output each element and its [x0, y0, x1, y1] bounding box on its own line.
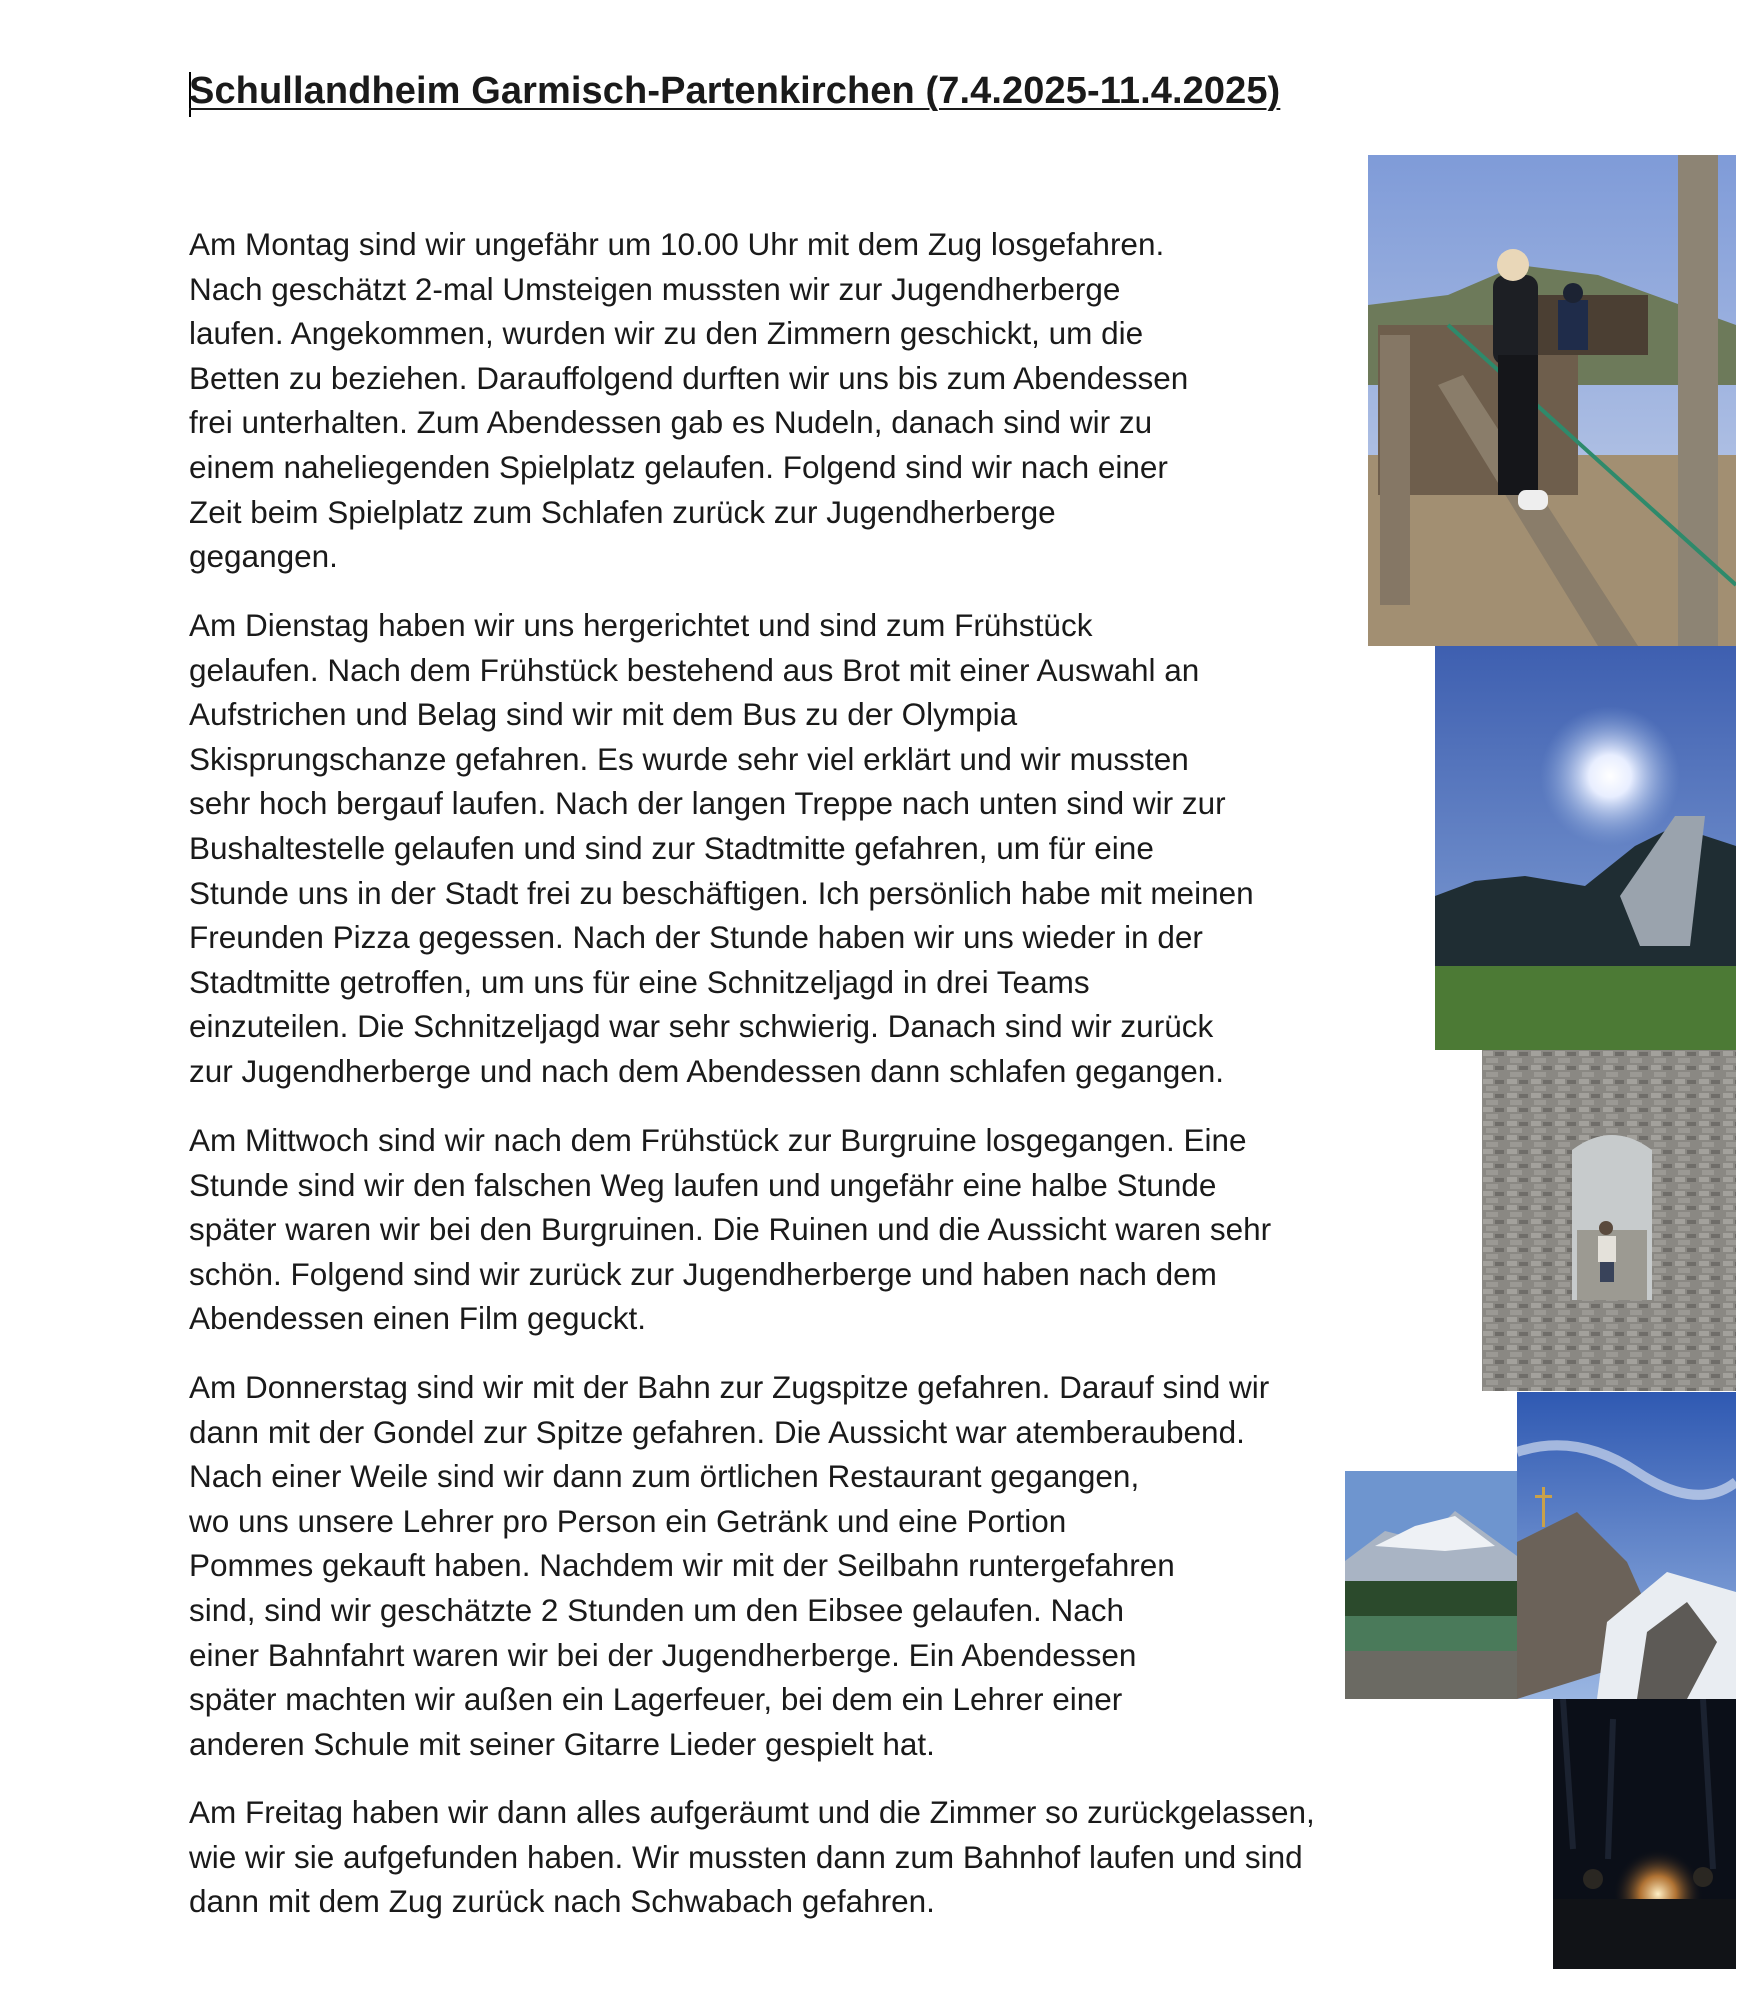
- paragraph-line: später waren wir bei den Burgruinen. Die Ruinen und die Aussicht waren sehr: [189, 1211, 1272, 1248]
- paragraph-mittwoch: [189, 1118, 1271, 1341]
- paragraph-line: wie wir sie aufgefunden haben. Wir mussten dann zum Bahnhof laufen und sind: [189, 1838, 1303, 1875]
- paragraph-montag: [189, 222, 1188, 579]
- paragraph-line: Freunden Pizza gegessen. Nach der Stunde haben wir uns wieder in der: [189, 919, 1203, 956]
- paragraph-line: Am Montag sind wir ungefähr um 10.00 Uhr mit dem Zug losgefahren.: [189, 226, 1165, 262]
- paragraph-line: Am Mittwoch sind wir nach dem Frühstück zur Burgruine losgegangen. Eine: [189, 1122, 1247, 1158]
- paragraph-line: dann mit dem Zug zurück nach Schwabach gefahren.: [189, 1883, 935, 1920]
- paragraph-line: Nach einer Weile sind wir dann zum örtlichen Restaurant gegangen,: [189, 1458, 1140, 1495]
- paragraph-line: einzuteilen. Die Schnitzeljagd war sehr schwierig. Danach sind wir zurück: [189, 1008, 1214, 1045]
- paragraph-line: gegangen.: [189, 538, 338, 575]
- paragraph-line: Stunde sind wir den falschen Weg laufen und ungefähr eine halbe Stunde: [189, 1166, 1217, 1203]
- paragraph-line: gelaufen. Nach dem Frühstück bestehend aus Brot mit einer Auswahl an: [189, 651, 1200, 688]
- paragraph-donnerstag: [189, 1365, 1269, 1766]
- paragraph-line: Stadtmitte getroffen, um uns für eine Schnitzeljagd in drei Teams: [189, 963, 1090, 1000]
- zugspitze-summit-photo: [1517, 1392, 1736, 1699]
- paragraph-line: einer Bahnfahrt waren wir bei der Jugendherberge. Ein Abendessen: [189, 1636, 1137, 1673]
- paragraph-line: Am Freitag haben wir dann alles aufgeräumt und die Zimmer so zurückgelassen,: [189, 1794, 1315, 1830]
- paragraph-line: wo uns unsere Lehrer pro Person ein Getränk und eine Portion: [189, 1502, 1067, 1539]
- document-title: Schullandheim Garmisch-Partenkirchen (7.4.2025-11.4.2025): [189, 70, 1281, 112]
- paragraph-line: einem naheliegenden Spielplatz gelaufen. Folgend sind wir nach einer: [189, 448, 1168, 485]
- paragraph-line: Am Donnerstag sind wir mit der Bahn zur Zugspitze gefahren. Darauf sind wir: [189, 1369, 1270, 1405]
- paragraph-line: Am Dienstag haben wir uns hergerichtet und sind zum Frühstück: [189, 607, 1093, 643]
- paragraph-line: Betten zu beziehen. Darauffolgend durften wir uns bis zum Abendessen: [189, 359, 1189, 396]
- paragraph-line: sehr hoch bergauf laufen. Nach der langen Treppe nach unten sind wir zur: [189, 785, 1226, 822]
- paragraph-freitag: [189, 1790, 1315, 1924]
- paragraph-line: Stunde uns in der Stadt frei zu beschäftigen. Ich persönlich habe mit meinen: [189, 874, 1254, 911]
- paragraph-line: Skisprungschanze gefahren. Es wurde sehr viel erklärt und wir mussten: [189, 740, 1189, 777]
- paragraph-line: Aufstrichen und Belag sind wir mit dem Bus zu der Olympia: [189, 696, 1018, 733]
- paragraph-line: Pommes gekauft haben. Nachdem wir mit der Seilbahn runtergefahren: [189, 1547, 1175, 1584]
- paragraph-line: dann mit der Gondel zur Spitze gefahren. Die Aussicht war atemberaubend.: [189, 1413, 1245, 1450]
- paragraph-line: Nach geschätzt 2-mal Umsteigen mussten wir zur Jugendherberge: [189, 270, 1121, 307]
- paragraph-line: laufen. Angekommen, wurden wir zu den Zimmern geschickt, um die: [189, 315, 1144, 352]
- paragraph-line: Abendessen einen Film geguckt.: [189, 1300, 647, 1337]
- paragraph-dienstag: [189, 603, 1254, 1094]
- ski-jump-photo: [1435, 646, 1736, 1050]
- paragraph-line: Zeit beim Spielplatz zum Schlafen zurück zur Jugendherberge: [189, 493, 1056, 530]
- paragraph-line: frei unterhalten. Zum Abendessen gab es Nudeln, danach sind wir zu: [189, 404, 1153, 441]
- castle-ruin-photo: [1482, 1050, 1736, 1391]
- campfire-photo: [1553, 1699, 1736, 1969]
- paragraph-line: später machten wir außen ein Lagerfeuer, bei dem ein Lehrer einer: [189, 1681, 1123, 1718]
- paragraph-line: schön. Folgend sind wir zurück zur Jugendherberge und haben nach dem: [189, 1255, 1217, 1292]
- paragraph-line: anderen Schule mit seiner Gitarre Lieder gespielt hat.: [189, 1725, 935, 1762]
- playground-photo: [1368, 155, 1736, 646]
- paragraph-line: sind, sind wir geschätzte 2 Stunden um den Eibsee gelaufen. Nach: [189, 1591, 1125, 1628]
- paragraph-line: zur Jugendherberge und nach dem Abendessen dann schlafen gegangen.: [189, 1052, 1225, 1089]
- paragraph-line: Bushaltestelle gelaufen und sind zur Stadtmitte gefahren, um für eine: [189, 829, 1154, 866]
- eibsee-lake-photo: [1345, 1471, 1517, 1699]
